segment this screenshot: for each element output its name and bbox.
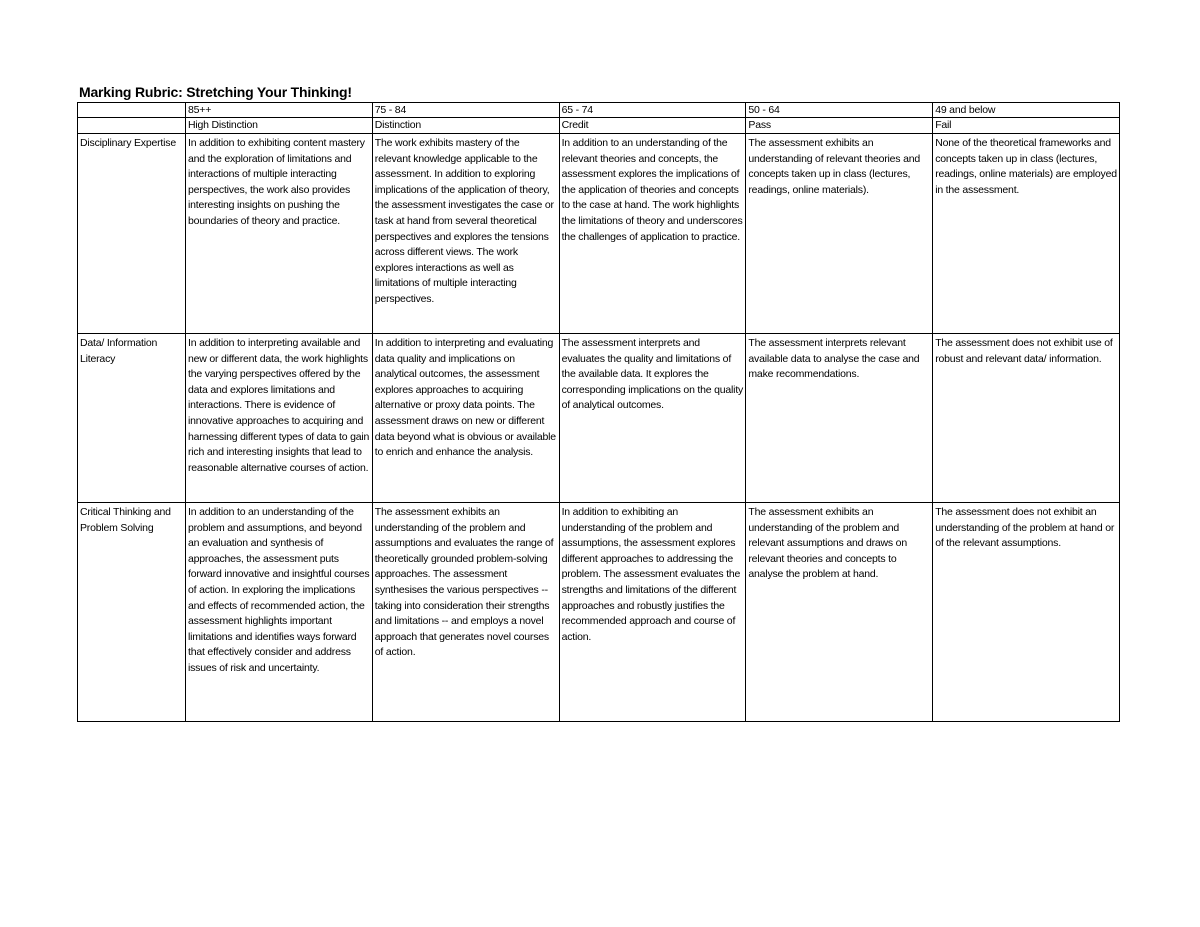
descriptor-cell: The assessment exhibits an understanding of relevant theories and concepts taken up in class (lectures, readings, online materials). bbox=[746, 134, 933, 334]
descriptor-cell: In addition to an understanding of the relevant theories and concepts, the assessment explores the implications of the application of theories and concepts to the case at hand. The work highlights the limitations of theory and underscores the challenges of application to practice. bbox=[559, 134, 746, 334]
descriptor-cell: The assessment exhibits an understanding of the problem and relevant assumptions and draws on relevant theories and concepts to analyse the problem at hand. bbox=[746, 503, 933, 722]
empty-header-cell bbox=[78, 118, 186, 134]
descriptor-cell: In addition to exhibiting content mastery and the exploration of limitations and interactions of multiple interacting perspectives, the work also provides interesting insights on pushing the boundaries of theory and practice. bbox=[186, 134, 373, 334]
grade-band-cell: Pass bbox=[746, 118, 933, 134]
empty-header-cell bbox=[78, 103, 186, 118]
criterion-row-disciplinary-expertise bbox=[78, 134, 1120, 334]
descriptor-cell: The assessment interprets relevant available data to analyse the case and make recommendations. bbox=[746, 334, 933, 503]
criterion-label: Data/ Information Literacy bbox=[78, 334, 186, 503]
score-range-cell: 50 - 64 bbox=[746, 103, 933, 118]
page-title: Marking Rubric: Stretching Your Thinking! bbox=[79, 84, 352, 100]
grade-band-cell: Credit bbox=[559, 118, 746, 134]
marking-rubric-table bbox=[77, 102, 1120, 722]
descriptor-cell: The work exhibits mastery of the relevant knowledge applicable to the assessment. In addition to exploring implications of the application of theory, the assessment investigates the case or task at hand from several theoretical perspectives and explores the tensions across different views. The work explores interactions as well as limitations of multiple interacting perspectives. bbox=[372, 134, 559, 334]
descriptor-cell: The assessment does not exhibit use of robust and relevant data/ information. bbox=[933, 334, 1120, 503]
descriptor-cell: In addition to exhibiting an understanding of the problem and assumptions, the assessment explores different approaches to addressing the problem. The assessment evaluates the strengths and limitations of the different approaches and robustly justifies the recommended approach and course of action. bbox=[559, 503, 746, 722]
descriptor-cell: None of the theoretical frameworks and concepts taken up in class (lectures, readings, online materials) are employed in the assessment. bbox=[933, 134, 1120, 334]
descriptor-cell: The assessment does not exhibit an understanding of the problem at hand or of the relevant assumptions. bbox=[933, 503, 1120, 722]
descriptor-cell: The assessment exhibits an understanding of the problem and assumptions and evaluates the range of theoretically grounded problem-solving approaches. The assessment synthesises the various perspectives -- taking into consideration their strengths and limitations -- and employs a novel approach that generates novel courses of action. bbox=[372, 503, 559, 722]
criterion-label: Critical Thinking and Problem Solving bbox=[78, 503, 186, 722]
criterion-row-data-information-literacy bbox=[78, 334, 1120, 503]
score-range-cell: 85++ bbox=[186, 103, 373, 118]
score-range-cell: 75 - 84 bbox=[372, 103, 559, 118]
descriptor-cell: In addition to an understanding of the problem and assumptions, and beyond an evaluation and synthesis of approaches, the assessment puts forward innovative and insightful courses of action. In exploring the implications and effects of recommended action, the assessment highlights important limitations and identifies ways forward that effectively consider and address issues of risk and uncertainty. bbox=[186, 503, 373, 722]
grade-band-cell: Distinction bbox=[372, 118, 559, 134]
criterion-row-critical-thinking bbox=[78, 503, 1120, 722]
score-range-row bbox=[78, 103, 1120, 118]
score-range-cell: 49 and below bbox=[933, 103, 1120, 118]
grade-band-cell: High Distinction bbox=[186, 118, 373, 134]
criterion-label: Disciplinary Expertise bbox=[78, 134, 186, 334]
score-range-cell: 65 - 74 bbox=[559, 103, 746, 118]
grade-band-row bbox=[78, 118, 1120, 134]
descriptor-cell: The assessment interprets and evaluates the quality and limitations of the available data. It explores the corresponding implications on the quality of analytical outcomes. bbox=[559, 334, 746, 503]
grade-band-cell: Fail bbox=[933, 118, 1120, 134]
descriptor-cell: In addition to interpreting available and new or different data, the work highlights the varying perspectives offered by the data and explores limitations and interactions. There is evidence of innovative approaches to acquiring and harnessing different types of data to gain rich and interesting insights that lead to reasonable alternative courses of action. bbox=[186, 334, 373, 503]
descriptor-cell: In addition to interpreting and evaluating data quality and implications on analytical outcomes, the assessment explores approaches to acquiring alternative or proxy data points. The assessment draws on new or different data beyond what is obvious or available to enrich and enhance the analysis. bbox=[372, 334, 559, 503]
